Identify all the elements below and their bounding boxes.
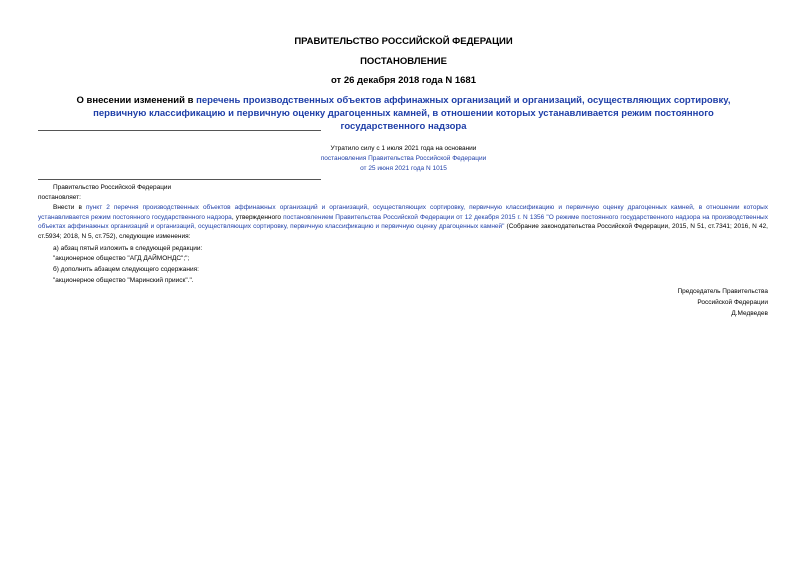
doc-type-heading: ПОСТАНОВЛЕНИЕ xyxy=(360,56,447,67)
main-link-2[interactable]: постановлением Правительства Российской Федерации от 12 декабря 2015 г. N 1356 "О режиме постоянного государственного надзора на производственных объектах аффинажных организаций и организаций, осуществляющих сортировку, первичную классификацию и первичную оценку драгоценных камней" xyxy=(38,213,768,230)
repeal-note-link-line2[interactable]: постановления Правительства Российской Федерации xyxy=(320,155,487,162)
main-link-1[interactable]: пункт 2 перечня производственных объектов аффинажных организаций и организаций, осуществляющих сортировку, первичную классификацию и первичную оценку драгоценных камней, в отношении которых устанавливается режим постоянного государственного надзора xyxy=(38,204,769,221)
signature-name: Д.Медведев xyxy=(731,310,768,317)
divider-bottom xyxy=(38,179,321,180)
title-link[interactable]: перечень производственных объектов аффинажных организаций и организаций, осуществляющих сортировку, первичную классификацию и первичную оценку драгоценных камней, в отношении которых устанавливается режим постоянного государственного надзора xyxy=(93,95,731,132)
document-title xyxy=(50,94,757,133)
body-government: Правительство Российской Федерации xyxy=(53,184,172,191)
org-heading: ПРАВИТЕЛЬСТВО РОССИЙСКОЙ ФЕДЕРАЦИИ xyxy=(294,36,513,47)
item-a-text: "акционерное общество "АГД ДАЙМОНДС";"; xyxy=(53,255,190,262)
item-a: а) абзац пятый изложить в следующей редакции: xyxy=(53,245,203,252)
repeal-note-link-line3[interactable]: от 25 июня 2021 года N 1015 xyxy=(360,165,447,172)
repeal-note-line1: Утратило силу с 1 июля 2021 года на основании xyxy=(330,145,477,152)
main-text-2: , утвержденного xyxy=(231,213,284,221)
main-text-1: Внести в xyxy=(53,204,86,211)
date-number-heading: от 26 декабря 2018 года N 1681 xyxy=(330,75,476,86)
signature-org: Российской Федерации xyxy=(697,299,768,306)
item-b-text: "акционерное общество "Маринский прииск".". xyxy=(53,277,194,284)
signature-title: Председатель Правительства xyxy=(677,288,768,295)
divider-top xyxy=(38,130,321,131)
body-decrees: постановляет: xyxy=(38,194,81,201)
main-text-3: (Собрание законодательства Российской Федерации, 2015, N 51, ст.7341; 2016, N 42, ст.5934; 2018, N 5, ст.752), следующие изменения: xyxy=(38,223,768,240)
body-main-paragraph xyxy=(38,203,768,241)
item-b: б) дополнить абзацем следующего содержания: xyxy=(53,266,199,273)
title-prefix: О внесении изменений в xyxy=(76,95,197,106)
